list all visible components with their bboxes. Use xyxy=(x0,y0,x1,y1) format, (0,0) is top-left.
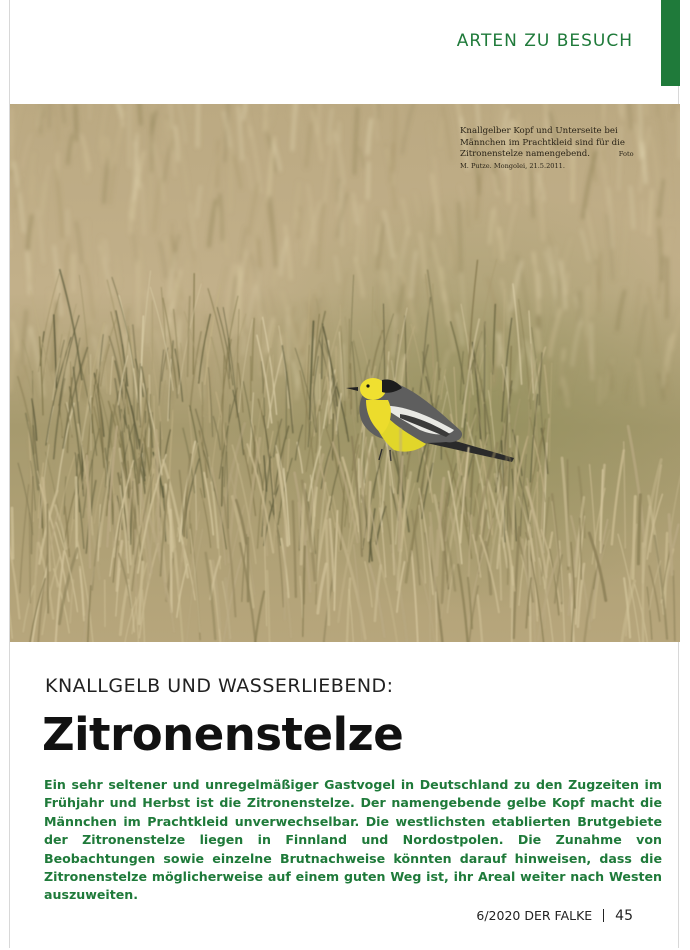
issue-number: 6/2020 xyxy=(476,908,521,923)
photo-credit: Foto M. Putze. Mongolei, 21.5.2011. xyxy=(460,150,634,170)
section-label: ARTEN ZU BESUCH xyxy=(456,31,633,51)
section-color-tab xyxy=(661,0,680,86)
bird-photo xyxy=(10,104,680,642)
page-number: 45 xyxy=(615,908,633,924)
page-footer xyxy=(476,908,633,924)
photo-caption xyxy=(460,126,636,172)
magazine-name: DER FALKE xyxy=(524,908,593,923)
article-title: Zitronenstelze xyxy=(42,708,404,761)
footer-divider xyxy=(603,909,604,922)
caption-text: Knallgelber Kopf und Unterseite bei Männchen im Prachtkleid sind für die Zitronenstelze namengebend. xyxy=(460,126,625,160)
article-lead: Ein sehr seltener und unregelmäßiger Gastvogel in Deutschland zu den Zugzeiten im Frühjahr und Herbst ist die Zitronenstelze. Der namengebende gelbe Kopf macht die Männchen im Prachtkleid unverwechselbar. Die westlichsten etablierten Brutgebiete der Zitronenstelze liegen in Finnland und Nordostpolen. Die Zunahme von Beobachtungen sowie einzelne Brutnachweise könnten darauf hinweisen, dass die Zitronenstelze möglicherweise auf einem guten Weg ist, ihr Areal weiter nach Westen auszuweiten. xyxy=(44,777,662,903)
article-kicker: KNALLGELB UND WASSERLIEBEND: xyxy=(45,675,394,697)
